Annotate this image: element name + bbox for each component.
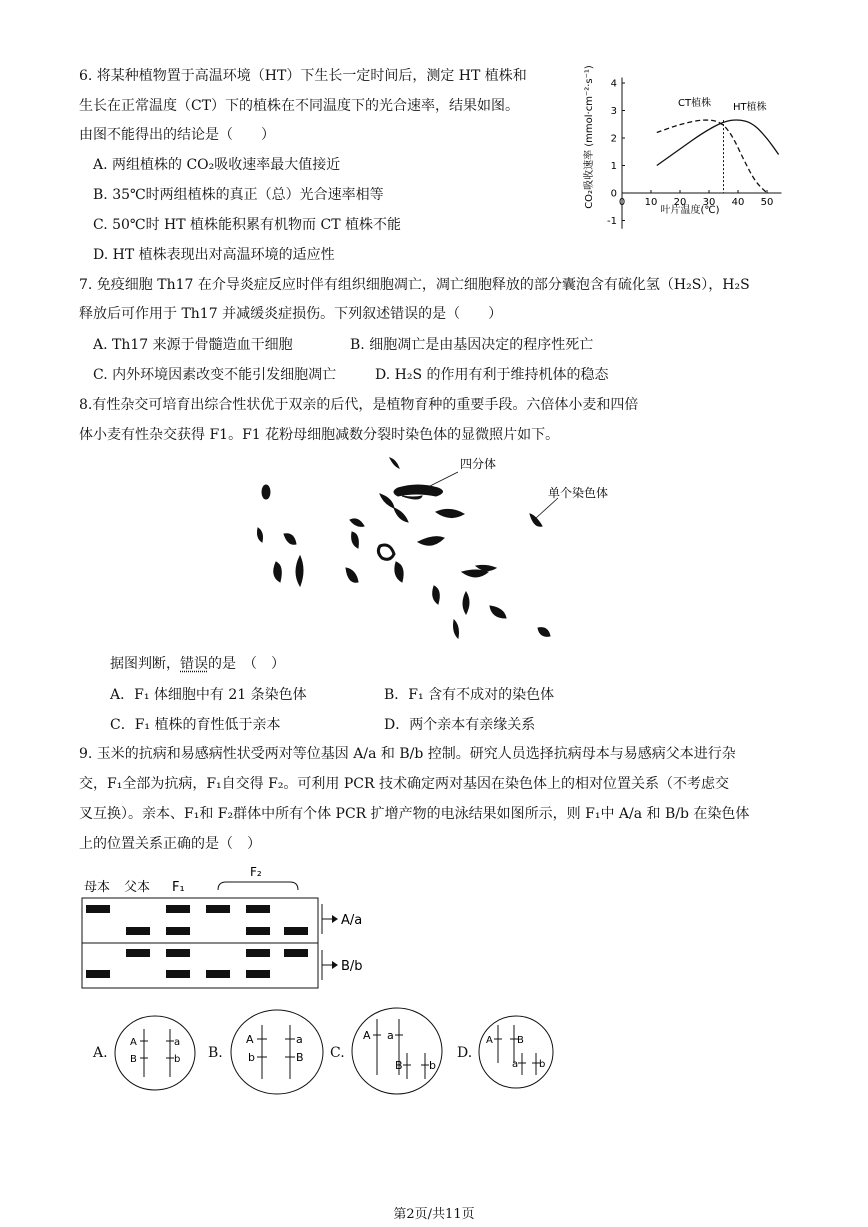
label-single-chromosome: 单个染色体 — [548, 486, 609, 500]
q9-d-br: b — [539, 1059, 546, 1070]
gel-electrophoresis — [78, 860, 398, 992]
chart-x-tick-label: 50 — [760, 197, 774, 208]
chart-x-tick-label: 40 — [731, 197, 745, 208]
chart-x-tick-label: 30 — [702, 197, 716, 208]
q9-option-a-letter: A. — [93, 1045, 108, 1061]
q9-stem-4: 上的位置关系正确的是（ ） — [79, 836, 261, 852]
q9-option-b-diagram — [228, 1007, 326, 1097]
q9-c-bl: B — [395, 1059, 403, 1072]
q9-b-tr: a — [296, 1033, 303, 1046]
q8-option-c: C．F₁ 植株的育性低于亲本 — [110, 717, 281, 733]
q9-a-bl: B — [130, 1054, 137, 1065]
q8-stem-2: 体小麦有性杂交获得 F1。F1 花粉母细胞减数分裂时染色体的显微照片如下。 — [79, 427, 560, 443]
q8-ask-pre: 据图判断， — [110, 656, 180, 672]
q9-c-tl: A — [363, 1029, 371, 1042]
q8-option-b: B．F₁ 含有不成对的染色体 — [384, 687, 555, 703]
chart-legend-ht: HT植株 — [733, 102, 767, 113]
q9-stem-1: 9. 玉米的抗病和易感病性状受两对等位基因 A/a 和 B/b 控制。研究人员选择抗病母本与易感病父本进行杂 — [79, 746, 736, 762]
q9-option-c-diagram — [349, 1005, 445, 1097]
q6-stem-3: 由图不能得出的结论是（ ） — [79, 127, 275, 143]
q9-option-b-letter: B. — [208, 1045, 223, 1061]
q9-b-bl: b — [248, 1051, 255, 1064]
q9-a-tr: a — [174, 1037, 181, 1048]
gel-col-f2: F₂ — [250, 865, 262, 879]
q6-stem-2: 生长在正常温度（CT）下的植株在不同温度下的光合速率，结果如图。 — [79, 98, 520, 114]
q6-option-a: A. 两组植株的 CO₂吸收速率最大值接近 — [93, 157, 341, 173]
gel-col-father: 父本 — [124, 880, 151, 895]
q9-a-br: b — [174, 1054, 181, 1065]
q7-stem-2: 释放后可作用于 Th17 并减缓炎症损伤。下列叙述错误的是（ ） — [79, 306, 503, 322]
label-tetrad: 四分体 — [460, 457, 497, 471]
q7-option-b: B. 细胞凋亡是由基因决定的程序性死亡 — [350, 337, 594, 353]
chart-y-tick-label: 0 — [610, 188, 617, 200]
q9-b-tl: A — [246, 1033, 254, 1046]
q7-option-a: A. Th17 来源于骨髓造血干细胞 — [93, 337, 293, 353]
q8-option-d: D．两个亲本有亲缘关系 — [384, 717, 536, 733]
chart-x-tick-label: 0 — [618, 197, 626, 208]
gel-col-mother: 母本 — [84, 880, 111, 895]
gel-label-aa: A/a — [341, 913, 363, 928]
q7-option-d: D. H₂S 的作用有利于维持机体的稳态 — [375, 367, 609, 383]
q9-a-tl: A — [130, 1037, 137, 1048]
q7-option-c: C. 内外环境因素改变不能引发细胞凋亡 — [93, 367, 337, 383]
chart-x-tick-label: 20 — [673, 197, 687, 208]
q8-ask-emphasis: 错误 — [180, 656, 208, 672]
chart-y-tick-label: 4 — [610, 78, 617, 90]
q9-stem-3: 叉互换）。亲本、F₁和 F₂群体中所有个体 PCR 扩增产物的电泳结果如图所示，则 F₁中 A/a 和 B/b 在染色体 — [79, 806, 750, 822]
q9-d-tl: A — [486, 1035, 493, 1046]
gel-col-f1: F₁ — [172, 880, 185, 895]
q9-option-a-diagram — [112, 1013, 198, 1093]
q6-option-b: B. 35℃时两组植株的真正（总）光合速率相等 — [93, 187, 384, 203]
chart-y-tick-label: 2 — [610, 133, 617, 145]
chart-x-axis-label: 叶片温度(℃) — [660, 205, 720, 216]
q8-ask-post: 的是 （ ） — [208, 656, 285, 672]
q6-option-d: D. HT 植株表现出对高温环境的适应性 — [93, 247, 335, 263]
q9-stem-2: 交，F₁全部为抗病，F₁自交得 F₂。可利用 PCR 技术确定两对基因在染色体上的相对位置关系（不考虑交 — [79, 776, 729, 792]
chart-x-tick-label: 10 — [644, 197, 658, 208]
q8-option-a: A．F₁ 体细胞中有 21 条染色体 — [110, 687, 307, 703]
q8-question — [110, 654, 285, 674]
q9-d-tr: B — [517, 1035, 524, 1046]
q9-option-d-letter: D. — [457, 1045, 473, 1061]
chart-legend-ct: CT植株 — [678, 98, 712, 109]
q9-c-tr: a — [387, 1029, 394, 1042]
chart-y-tick-label: 1 — [610, 161, 617, 172]
q9-d-bl: a — [512, 1059, 519, 1070]
gel-label-bb: B/b — [341, 959, 363, 974]
q6-line-chart — [570, 62, 790, 227]
chart-series-ct — [657, 120, 767, 193]
page-number: 第2页/共11页 — [393, 1207, 475, 1222]
chart-y-tick-label: -1 — [607, 216, 617, 227]
q9-option-c-letter: C. — [330, 1045, 345, 1061]
chromosome-micrograph — [240, 450, 609, 645]
q6-stem-1: 6. 将某种植物置于高温环境（HT）下生长一定时间后，测定 HT 植株和 — [79, 68, 527, 84]
q8-stem-1: 8.有性杂交可培育出综合性状优于双亲的后代，是植物育种的重要手段。六倍体小麦和四倍 — [79, 397, 639, 413]
q9-b-br: B — [296, 1051, 304, 1064]
chart-y-axis-label: CO₂吸收速率 (mmol·cm⁻²·s⁻¹) — [584, 65, 595, 209]
q9-option-d-diagram — [476, 1013, 556, 1091]
chart-y-tick-label: 3 — [610, 106, 617, 117]
q6-option-c: C. 50℃时 HT 植株能积累有机物而 CT 植株不能 — [93, 217, 401, 233]
q7-stem-1: 7. 免疫细胞 Th17 在介导炎症反应时伴有组织细胞凋亡，凋亡细胞释放的部分囊泡含有硫化氢（H₂S），H₂S — [79, 277, 750, 293]
q9-c-br: b — [429, 1059, 436, 1072]
